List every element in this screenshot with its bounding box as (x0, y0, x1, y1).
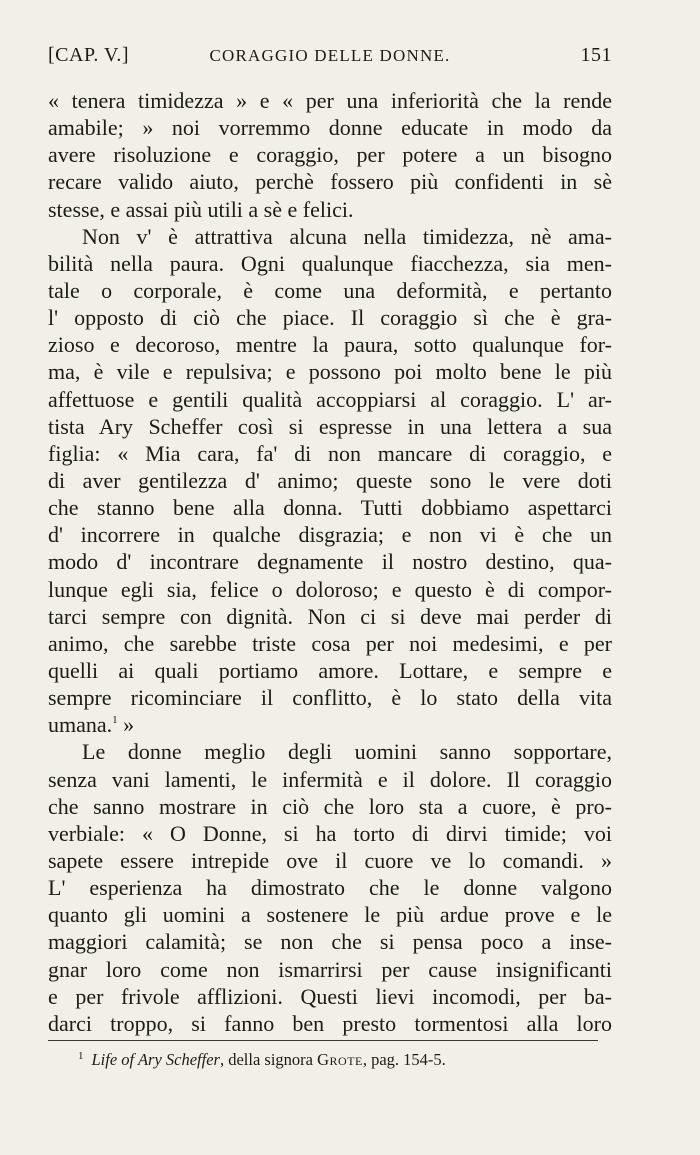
footnote-pages: , pag. 154-5. (362, 1050, 446, 1069)
text-line: verbiale: « O Donne, si ha torto di dirvi timide; voi (48, 820, 612, 846)
text-line: d' incorrere in qualche disgrazia; e non vi è che un (48, 522, 612, 548)
footnote-text: , della signora (219, 1050, 318, 1069)
text-line: sempre ricominciare il conflitto, è lo stato della vita (48, 685, 612, 711)
running-header (48, 44, 612, 72)
text-line: darci troppo, si fanno ben presto tormentosi alla loro (48, 1010, 612, 1036)
text-line: animo, che sarebbe triste cosa per noi medesimi, e per (48, 630, 612, 656)
text-line: quelli ai quali portiamo amore. Lottare, e sempre e (48, 657, 612, 683)
text-line: sapete essere intrepide ove il cuore ve lo comandi. » (48, 847, 612, 873)
text-line: bilità nella paura. Ogni qualunque fiacchezza, sia men- (48, 250, 612, 276)
text-line: gnar loro come non ismarrirsi per cause insignificanti (48, 956, 612, 982)
text-line: amabile; » noi vorremmo donne educate in modo da (48, 115, 612, 141)
text-line: ma, è vile e repulsiva; e possono poi molto bene le più (48, 359, 612, 385)
text-line: L' esperienza ha dimostrato che le donne valgono (48, 875, 612, 901)
page-number: 151 (580, 44, 612, 66)
text-line: che stanno bene alla donna. Tutti dobbiamo aspettarci (48, 495, 612, 521)
text-line: tista Ary Scheffer così si espresse in una lettera a sua (48, 413, 612, 439)
footnote-reference[interactable]: 1 (112, 714, 118, 727)
text-line: avere risoluzione e coraggio, per potere a un bisogno (48, 142, 612, 168)
footnote-book-title: Life of Ary Scheffer (91, 1050, 220, 1069)
text-line: tale o corporale, è come una deformità, e pertanto (48, 277, 612, 303)
text-line: figlia: « Mia cara, fa' di non mancare di coraggio, e (48, 440, 612, 466)
chapter-label: [CAP. V.] (48, 44, 130, 66)
text-line-with-footnote (48, 711, 612, 738)
text-line: e per frivole afflizioni. Questi lievi incomodi, per ba- (48, 983, 612, 1009)
footnote (78, 1050, 598, 1070)
text-line: zioso e decoroso, mentre la paura, sotto qualunque for- (48, 332, 612, 358)
text-line: che sanno mostrare in ciò che loro sta a cuore, è pro- (48, 793, 612, 819)
running-title: CORAGGIO DELLE DONNE. (209, 46, 451, 65)
footnote-author: Grote (317, 1050, 363, 1069)
text-line: senza vani lamenti, le infermità e il dolore. Il coraggio (48, 766, 612, 792)
body-text (48, 87, 612, 1037)
text-line: recare valido aiuto, perchè fossero più confidenti in sè (48, 169, 612, 195)
text-line: affettuose e gentili qualità accoppiarsi al coraggio. L' ar- (48, 386, 612, 412)
text-line: l' opposto di ciò che piace. Il coraggio sì che è gra- (48, 305, 612, 331)
text-line: lunque egli sia, felice o doloroso; e questo è di compor- (48, 576, 612, 602)
text-line: quanto gli uomini a sostenere le più ardue prove e le (48, 902, 612, 928)
text-line: stesse, e assai più utili a sè e felici. (48, 196, 354, 222)
text-line: « tenera timidezza » e « per una inferiorità che la rende (48, 88, 612, 113)
text-line: di aver gentilezza d' animo; queste sono le vere doti (48, 467, 612, 493)
text-line: maggiori calamità; se non che si pensa poco a inse- (48, 929, 612, 955)
text-line: tarci sempre con dignità. Non ci si deve mai perder di (48, 603, 612, 629)
text-fragment: umana. (48, 712, 113, 738)
footnote-mark: 1 (78, 1050, 84, 1062)
closing-quote: » (117, 712, 135, 738)
text-line: modo d' incontrare degnamente il nostro destino, qua- (48, 549, 612, 575)
text-line: Non v' è attrattiva alcuna nella timidezza, nè ama- (82, 223, 612, 249)
text-line: Le donne meglio degli uomini sanno sopportare, (82, 739, 612, 765)
footnote-divider (48, 1040, 598, 1041)
